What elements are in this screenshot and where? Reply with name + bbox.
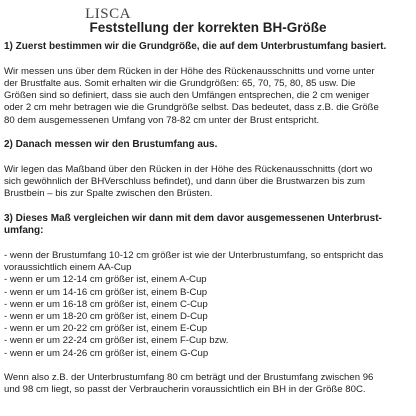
cup-list-item: - wenn er um 12-14 cm größer ist, einem A-Cup [4,274,207,286]
section-1-line: Wir messen uns über dem Rücken in der Höhe des Rückenausschnitts und vorne unter [4,65,375,77]
section-1-line: Größen sind so definiert, dass sie auch den Umfängen entsprechen, die 2 cm weniger [4,90,370,102]
section-2-heading: 2) Danach messen wir den Brustumfang aus. [4,139,218,151]
cup-list-item: - wenn er um 16-18 cm größer ist, einem C-Cup [4,298,208,310]
section-1-line: der Brustfalte aus. Somit erhalten wir die Grundgrößen: 65, 70, 75, 80, 85 usw. Die [4,77,356,89]
brand-logo: LISCA [85,6,131,22]
section-3-closing-line: Wenn also z.B. der Unterbrustumfang 80 cm beträgt und der Brustumfang zwischen 96 [4,372,374,384]
cup-list-item: - wenn er um 24-26 cm größer ist, einem G-Cup [4,347,209,359]
section-3-closing-line: und 98 cm liegt, so passt der Verbraucherin voraussichtlich ein BH in der Größe 80C. [4,384,366,396]
cup-list-item: - wenn er um 18-20 cm größer ist, einem D-Cup [4,310,208,322]
section-2-line: sich gewöhnlich der BHVerschluss befindet), und dann über die Brustwarzen bis zum [4,176,366,188]
section-1-heading: 1) Zuerst bestimmen wir die Grundgröße, die auf dem Unterbrustumfang basiert. [4,41,387,52]
section-1-line: 80 dem ausgemessenen Umfang von 78-82 cm unter der Brust entspricht. [4,114,320,126]
cup-list-item: - wenn er um 14-16 cm größer ist, einem B-Cup [4,286,208,298]
section-2-line: Brustbein – bis zur Spalte zwischen den Brüsten. [4,188,213,200]
section-3-heading: umfang: [4,225,44,237]
cup-list-item: voraussichtlich einem AA-Cup [4,262,132,274]
page-title: Feststellung der korrekten BH-Größe [89,20,327,35]
section-3-heading: 3) Dieses Maß vergleichen wir dann mit dem davor ausgemessenen Unterbrust- [4,213,382,225]
section-1-line: oder 2 cm mehr betragen wie die Grundgröße selbst. Das bedeutet, dass z.B. die Größe [4,102,379,114]
cup-list-item: - wenn der Brustumfang 10-12 cm größer ist wie der Unterbrustumfang, so entspricht das [4,249,384,261]
cup-list-item: - wenn er um 22-24 cm größer ist, einem F-Cup bzw. [4,335,229,347]
guide-content [4,41,412,397]
cup-list-item: - wenn er um 20-22 cm größer ist, einem E-Cup [4,323,208,335]
section-2-line: Wir legen das Maßband über den Rücken in der Höhe des Rückenausschnitts (dort wo [4,163,373,175]
